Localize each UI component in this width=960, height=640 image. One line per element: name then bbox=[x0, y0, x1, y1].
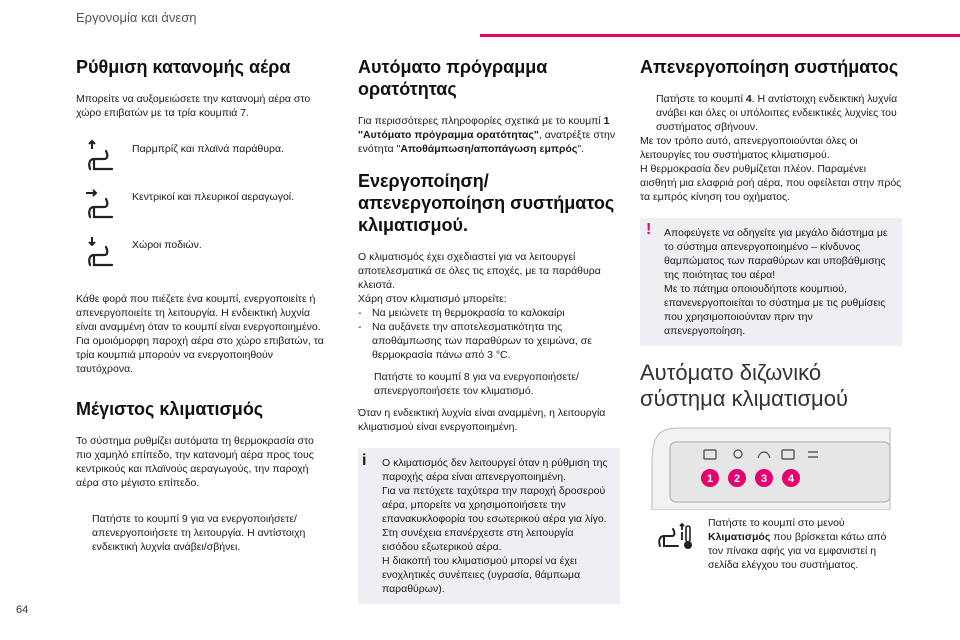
climate-menu-icon bbox=[656, 520, 696, 554]
heading-ac-on-off: Ενεργοποίηση/απενεργοποίηση συστήματος κλιματισμού. bbox=[358, 171, 615, 235]
bullet-marker bbox=[358, 370, 374, 398]
heading-air-distribution: Ρύθμιση κατανομής αέρα bbox=[76, 57, 291, 77]
airflow-face-vents-icon bbox=[84, 187, 118, 225]
info-line: Για να πετύχετε ταχύτερα την παροχή δροσερού αέρα, μπορείτε να χρησιμοποιήσετε την επανακυκλοφορία του εσωτερικού αέρα για λίγο. Στη συνέχεια επανέρχεστε στη λειτουργία εισόδου εξωτερικού αέρα. bbox=[382, 485, 607, 553]
heading-auto-visibility: Αυτόματο πρόγραμμα ορατότητας bbox=[358, 57, 548, 99]
info-icon: i bbox=[362, 452, 367, 469]
ac-body-b: Χάρη στον κλιματισμό μπορείτε: bbox=[358, 293, 507, 305]
warning-line: Αποφεύγετε να οδηγείτε για μεγάλο διάστημα με το σύστημα απενεργοποιημένο – κίνδυνος θαμπώματος των παραθύρων και υποβάθμισης της ποιότητας του αέρα! bbox=[664, 227, 888, 281]
climate-menu-text: Πατήστε το κουμπί στο μενού Κλιματισμός που βρίσκεται κάτω από τον πίνακα αφής για να εμφανιστεί η σελίδα ελέγχου του συστήματος. bbox=[708, 517, 887, 571]
heading-dual-zone: Αυτόματο διζωνικό σύστημα κλιματισμού bbox=[640, 360, 849, 411]
section-title: Εργονομία και άνεση bbox=[76, 10, 197, 25]
system-off-body-b: Η θερμοκρασία δεν ρυθμίζεται πλέον. Παραμένει αισθητή μια ελαφριά ροή αέρα, που οφείλεται στην πρός τα εμπρός κίνηση του οχήματος. bbox=[640, 163, 902, 203]
warning-box bbox=[640, 218, 902, 346]
panel-badge-label: 1 bbox=[706, 473, 714, 485]
ac-benefit-item: - Να αυξάνετε την αποτελεσματικότητα της αποθάμπωσης των παραθύρων το χειμώνα, σε θερμοκρασία πάνω από 3 °C. bbox=[358, 321, 592, 361]
column-1 bbox=[76, 56, 328, 554]
auto-visibility-intro: Για περισσότερες πληροφορίες σχετικά με το κουμπί 1 "Αυτόματο πρόγραμμα ορατότητας", ανατρέξτε στην ενότητα "Αποθάμπωση/αποπάγωση εμπρός". bbox=[358, 115, 616, 155]
air-distribution-intro: Μπορείτε να αυξομειώσετε την κατανομή αέρα στο χώρο επιβατών με τα τρία κουμπιά 7. bbox=[76, 93, 311, 119]
control-panel-drawing bbox=[640, 422, 902, 510]
bullet-marker bbox=[76, 512, 92, 554]
ac-instruction bbox=[358, 370, 620, 398]
airflow-option-label: Κεντρικοί και πλευρικοί αεραγωγοί. bbox=[132, 191, 295, 203]
ac-benefit-item: - Να μειώνετε τη θερμοκρασία το καλοκαίρι bbox=[358, 307, 565, 319]
ac-instruction-text: Πατήστε το κουμπί 8 για να ενεργοποιήσετε/ απενεργοποιήσετε τον κλιματισμό. bbox=[374, 371, 579, 397]
max-ac-body: Το σύστημα ρυθμίζει αυτόματα τη θερμοκρασία στο πιο χαμηλό επίπεδο, την κατανομή αέρα προς τους κεντρικούς και πλαϊνούς αεραγωγούς, την παροχή αέρα στο μέγιστο επίπεδο. bbox=[76, 435, 314, 489]
max-ac-instruction-text: Πατήστε το κουμπί 9 για να ενεργοποιήσετε/ απενεργοποιήσετε τη λειτουργία. Η αντίστοιχη ενδεικτική λυχνία ανάβει/σβήνει. bbox=[92, 513, 306, 553]
panel-badge-label: 2 bbox=[733, 473, 741, 485]
column-3 bbox=[640, 56, 902, 572]
air-distribution-body: Κάθε φορά που πιέζετε ένα κουμπί, ενεργοποιείτε ή απενεργοποιείτε τη λειτουργία. Η ενδεικτική λυχνία είναι αναμμένη όταν το κουμπί είναι ενεργοποιημένο. Για ομοιόμορφη παροχή αέρα στο χώρο επιβατών, τα τρία κουμπιά μπορούν να ενεργοποιηθούν ταυτόχρονα. bbox=[76, 293, 324, 375]
max-ac-instruction bbox=[76, 512, 328, 554]
climate-menu-instruction bbox=[640, 516, 902, 572]
control-panel-illustration bbox=[640, 422, 902, 510]
panel-badge-label: 4 bbox=[787, 473, 795, 485]
warning-line: Με το πάτημα οποιουδήποτε κουμπιού, επανενεργοποιείται το σύστημα με τις ρυθμίσεις που χρησιμοποιούνταν πριν την απενεργοποίηση. bbox=[664, 283, 886, 337]
panel-badge-label: 3 bbox=[760, 473, 768, 485]
info-line: Ο κλιματισμός δεν λειτουργεί όταν η ρύθμιση της παροχής αέρα είναι απενεργοποιημένη. bbox=[382, 457, 608, 483]
system-off-instruction: Πατήστε το κουμπί 4. Η αντίστοιχη ενδεικτική λυχνία ανάβει και όλες οι υπόλοιπες ενδεικτικές λυχνίες του συστήματος σβήνουν. bbox=[640, 92, 902, 134]
header-bar bbox=[0, 0, 960, 40]
accent-rule bbox=[480, 34, 960, 37]
airflow-option-footwell bbox=[84, 230, 328, 278]
heading-max-ac: Μέγιστος κλιματισμός bbox=[76, 399, 264, 419]
heading-system-off: Απενεργοποίηση συστήματος bbox=[640, 57, 899, 77]
airflow-option-label: Χώροι ποδιών. bbox=[132, 239, 202, 251]
airflow-footwell-icon bbox=[84, 235, 118, 273]
ac-indicator-note: Όταν η ενδεικτική λυχνία είναι αναμμένη, η λειτουργία κλιματισμού είναι ενεργοποιημένη. bbox=[358, 407, 606, 433]
bullet-marker bbox=[640, 92, 656, 134]
page-number: 64 bbox=[16, 604, 29, 616]
airflow-option-windscreen bbox=[84, 134, 328, 182]
ac-body: Ο κλιματισμός έχει σχεδιαστεί για να λειτουργεί αποτελεσματικά σε όλες τις εποχές, με τα παράθυρα κλειστά. bbox=[358, 251, 601, 291]
airflow-option-label: Παρμπρίζ και πλαϊνά παράθυρα. bbox=[132, 143, 284, 155]
info-line: Η διακοπή του κλιματισμού μπορεί να έχει ενοχλητικές συνέπειες (υγρασία, θάμπωμα παραθύρων). bbox=[382, 555, 581, 595]
airflow-windscreen-icon bbox=[84, 139, 118, 177]
system-off-body: Με τον τρόπο αυτό, απενεργοποιούνται όλες οι λειτουργίες του συστήματος κλιματισμού. bbox=[640, 135, 858, 161]
info-box bbox=[358, 448, 620, 604]
airflow-option-face bbox=[84, 182, 328, 230]
warning-icon: ! bbox=[646, 221, 652, 238]
column-2 bbox=[358, 56, 620, 604]
